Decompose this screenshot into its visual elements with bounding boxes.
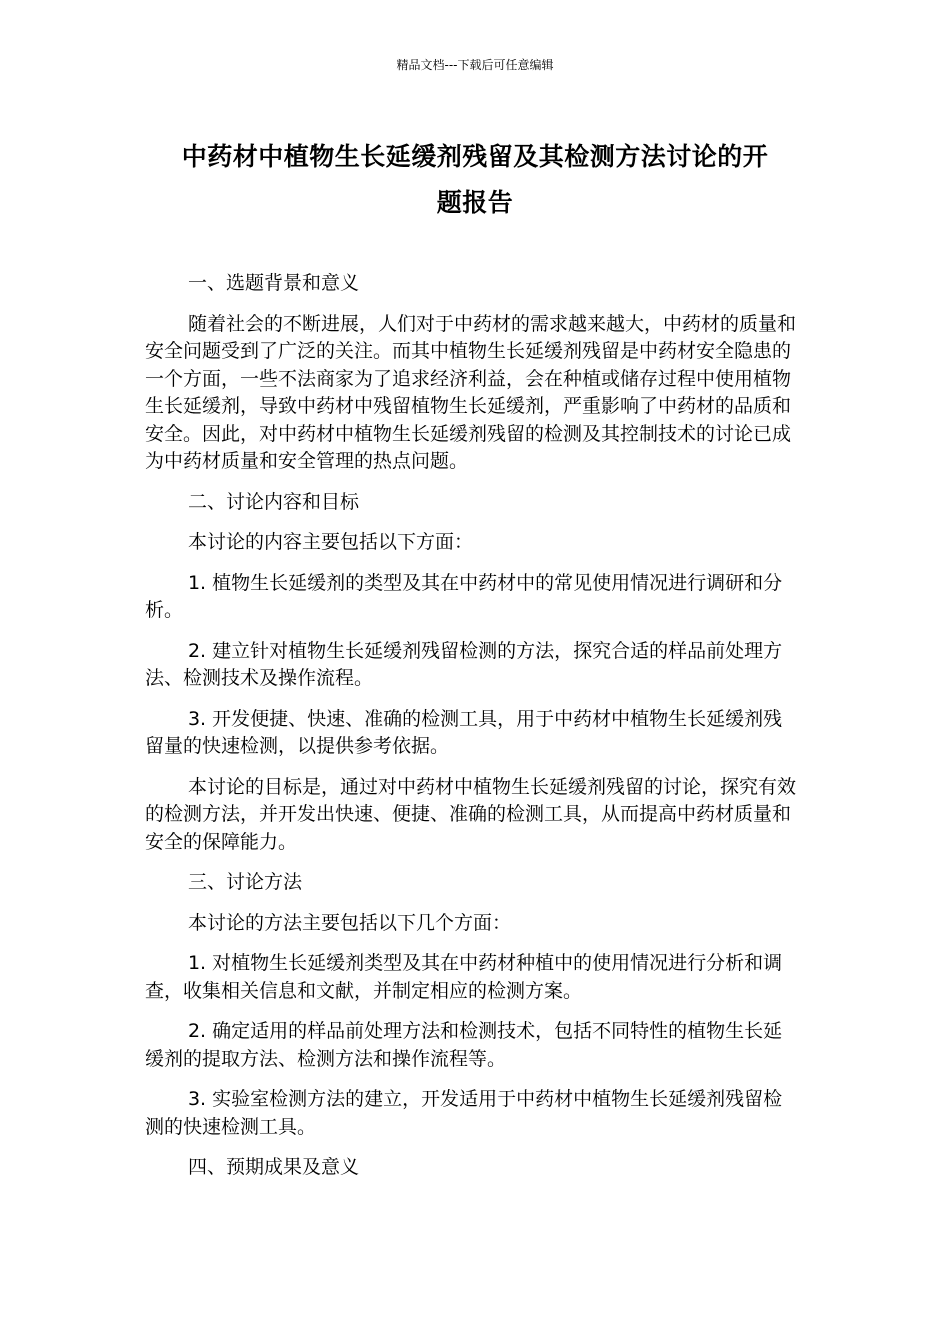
section-heading-background: 一、选题背景和意义 [187,272,359,294]
list-item-method-2: 2. 确定适用的样品前处理方法和检测技术，包括不同特性的植物生长延缓剂的提取方法、检测方法和操作流程等。 [145,1020,783,1070]
section-heading-methods: 三、讨论方法 [187,871,302,893]
list-item-content-2: 2. 建立针对植物生长延缓剂残留检测的方法，探究合适的样品前处理方法、检测技术及操作流程。 [145,639,783,689]
section-heading-outcomes: 四、预期成果及意义 [187,1156,359,1178]
paragraph-background: 随着社会的不断进展，人们对于中药材的需求越来越大，中药材的质量和安全问题受到了广泛的关注。而其中植物生长延缓剂残留是中药材安全隐患的一个方面，一些不法商家为了追求经济利益，会在种植或储存过程中使用植物生长延缓剂，导致中药材中残留植物生长延缓剂，严重影响了中药材的品质和安全。因此，对中药材中植物生长延缓剂残留的检测及其控制技术的讨论已成为中药材质量和安全管理的热点问题。 [145,312,796,472]
list-item-content-3: 3. 开发便捷、快速、准确的检测工具，用于中药材中植物生长延缓剂残留量的快速检测，以提供参考依据。 [145,707,783,757]
paragraph-content-intro: 本讨论的内容主要包括以下方面： [187,531,473,553]
list-item-method-3: 3. 实验室检测方法的建立，开发适用于中药材中植物生长延缓剂残留检测的快速检测工具。 [145,1088,783,1138]
paragraph-goals: 本讨论的目标是，通过对中药材中植物生长延缓剂残留的讨论，探究有效的检测方法，并开发出快速、便捷、准确的检测工具，从而提高中药材质量和安全的保障能力。 [145,775,796,853]
document-title [120,134,830,226]
list-item-content-1: 1. 植物生长延缓剂的类型及其在中药材中的常见使用情况进行调研和分析。 [145,571,783,621]
page-header: 精品文档---下载后可任意编辑 [396,58,554,72]
title-line-1: 中药材中植物生长延缓剂残留及其检测方法讨论的开 [181,142,769,171]
section-heading-content-goals: 二、讨论内容和目标 [187,490,359,513]
paragraph-methods-intro: 本讨论的方法主要包括以下几个方面： [187,911,511,934]
title-line-2: 题报告 [436,188,514,217]
document-body [145,270,801,1195]
list-item-method-1: 1. 对植物生长延缓剂类型及其在中药材种植中的使用情况进行分析和调查，收集相关信息和文献，并制定相应的检测方案。 [145,952,783,1002]
